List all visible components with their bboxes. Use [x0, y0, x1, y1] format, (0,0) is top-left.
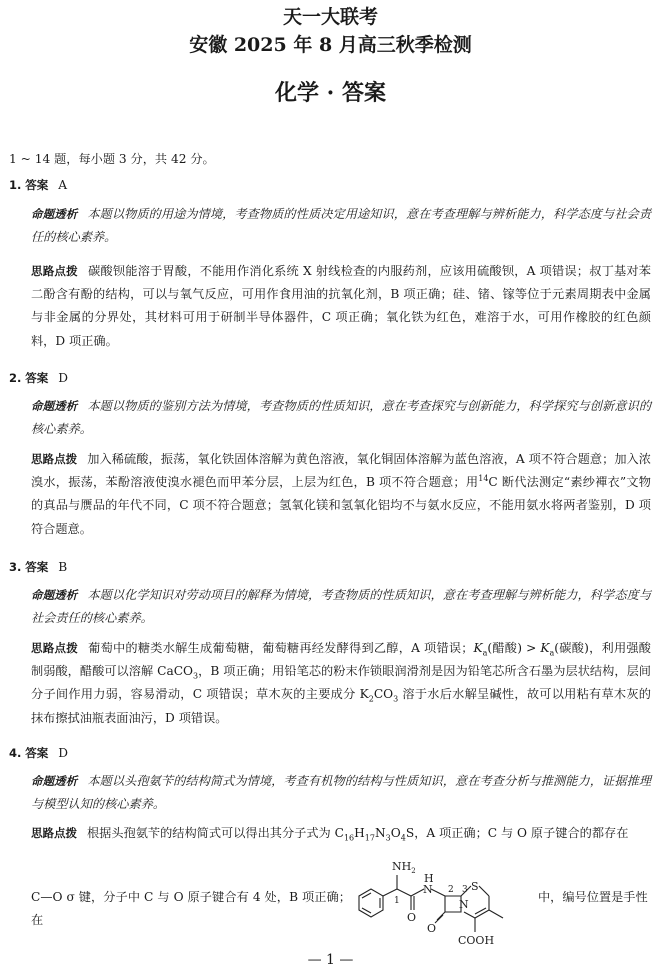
formula-el: O	[390, 826, 401, 840]
analysis-label: 命题透析	[31, 207, 78, 221]
q2-analysis	[0, 395, 661, 441]
co3-subscript: 3	[393, 694, 399, 704]
ka-tail: (碳酸)，利用强酸制弱酸，醋酸可以溶解 CaCO	[31, 641, 651, 679]
analysis-label: 命题透析	[31, 399, 78, 413]
q1-hint	[0, 260, 661, 353]
ka-subscript: a	[482, 648, 488, 658]
oxygen-label-2: O	[427, 922, 437, 935]
formula-el: S	[405, 826, 415, 840]
q2-number: 2.	[9, 371, 22, 385]
header-org: 天一大联考	[282, 6, 378, 28]
q2-analysis-text: 本题以物质的鉴别方法为情境，考查物质的性质知识，意在考查探究与创新能力，科学探究与创新意识的核心素养。	[31, 399, 652, 437]
q4-number: 4.	[9, 746, 22, 760]
oxygen-label-1: O	[407, 911, 417, 924]
q4-hint	[0, 822, 661, 845]
co-symbol: CO	[373, 687, 394, 702]
q1-hint-text: 碳酸钡能溶于胃酸，不能用作消化系统 X 射线检查的内服药剂，应该用硫酸钡，A 项错误；叔丁基对苯二酚含有酚的结构，可以与氧气反应，可用作食用油的抗氧化剂，B 项正确；硅、锗、镓等位于元素周期表中金属与非金属的分界处，其材料可用于研制半导体器件，C 项正确；氧化铁为红色，难溶于水，可用作橡胶的红色颜料，D 项正确。	[31, 264, 651, 348]
ka-middle: (醋酸) >	[487, 641, 541, 655]
q1-analysis-text: 本题以物质的用途为情境，考查物质的性质决定用途知识，意在考查理解与辨析能力，科学态度与社会责任的核心素养。	[31, 207, 652, 245]
ka-symbol-2: K	[540, 641, 550, 655]
intro-line: 1 ~ 14 题，每小题 3 分，共 42 分。	[9, 152, 215, 166]
header-subject: 化学 · 答案	[275, 80, 386, 106]
q3-answer-line	[0, 556, 661, 579]
q3-analysis-text: 本题以化学知识对劳动项目的解释为情境，考查物质的性质知识，意在考查理解与辨析能力，科学态度与社会责任的核心素养。	[31, 588, 652, 626]
caco3-subscript: 3	[193, 671, 199, 681]
q3-answer-value: B	[58, 560, 68, 574]
analysis-label: 命题透析	[31, 774, 78, 788]
q1-analysis	[0, 203, 661, 249]
formula-sub: 3	[385, 833, 391, 843]
q4-analysis-text: 本题以头孢氨苄的结构简式为情境，考查有机物的结构与性质知识，意在考查分析与推测能力，证据推理与模型认知的核心素养。	[31, 774, 652, 812]
q1-answer-value: A	[58, 178, 68, 192]
q2-answer-value: D	[58, 371, 69, 385]
q1-number: 1.	[9, 178, 22, 192]
answer-label: 答案	[25, 371, 49, 385]
q3-hint-text-b: ，B 项正确；用铅笔芯的粉末作锁眼润滑剂是因为铅笔芯所含石墨为层状结构，层间分子间作用力弱，容易滑动，C 项错误；草木灰的主要成分 K	[31, 664, 651, 702]
q2-hint	[0, 448, 661, 541]
hint-label: 思路点拨	[31, 826, 77, 840]
formula-sub: 16	[343, 833, 355, 843]
page-number: — 1 —	[307, 952, 354, 968]
q4-line2-a: C—O σ 键，分子中 C 与 O 原子键合有 4 处，B 项正确；在	[31, 890, 351, 928]
header-exam: 安徽 2025 年 8 月高三秋季检测	[189, 34, 472, 56]
q3-hint	[0, 637, 661, 730]
q2-answer-line	[0, 367, 661, 390]
cooh-label: COOH	[458, 934, 495, 946]
position-3-label: 3	[462, 885, 468, 895]
formula-el: N	[374, 826, 386, 840]
position-1-label: 1	[394, 896, 400, 906]
analysis-label: 命题透析	[31, 588, 78, 602]
answer-label: 答案	[25, 746, 49, 760]
ka-subscript-2: a	[549, 648, 555, 658]
sulfur-label: S	[471, 880, 479, 893]
answer-label: 答案	[25, 560, 49, 574]
q4-answer-line	[0, 742, 661, 765]
hint-label: 思路点拨	[31, 264, 78, 278]
q2-hint-text-b: C 断代法测定“素纱襌衣”文物的真品与赝品的年代不同，C 项不符合题意；氢氧化镁和氢氧化铝均不与氨水反应，不能用氨水将两者鉴别，D 项符合题意。	[31, 475, 651, 536]
hint-label: 思路点拨	[31, 641, 78, 655]
ka-symbol: K	[473, 641, 483, 655]
hint-label: 思路点拨	[31, 452, 78, 466]
q4-line2-b: 中，编号位置是手性	[538, 890, 648, 904]
q3-hint-text-c: 溶于水后水解呈碱性，故可以用粘有草木灰的抹布擦拭油瓶表面油污，D 项错误。	[31, 687, 651, 725]
cefalexin-structure	[349, 848, 535, 946]
q4-hint-text-b: ，A 项正确；C 与 O 原子键合的都存在	[414, 826, 629, 840]
amide-h-label: H	[424, 872, 434, 885]
amide-n-label: N	[423, 883, 433, 896]
formula-sub: 4	[400, 833, 406, 843]
q2-isotope-mass: 14	[478, 474, 489, 484]
formula-el: H	[354, 826, 365, 840]
q3-number: 3.	[9, 560, 22, 574]
nh2-label: $NH_2$	[392, 860, 416, 875]
position-2-label: 2	[448, 885, 454, 895]
ring-n-label: N	[459, 898, 469, 911]
q3-analysis	[0, 584, 661, 630]
q2-hint-text-a: 加入稀硫酸，振荡，氧化铁固体溶解为黄色溶液，氧化铜固体溶解为蓝色溶液，A 项不符合题意；加入浓溴水，振荡，苯酚溶液使溴水褪色而甲苯分层，上层为红色，B 项不符合题意；用	[31, 452, 651, 490]
q3-hint-text-a: 葡萄中的糖类水解生成葡萄糖，葡萄糖再经发酵得到乙醇，A 项错误；	[87, 641, 474, 655]
q1-answer-line	[0, 174, 661, 197]
answer-label: 答案	[25, 178, 49, 192]
q4-hint-text-a: 根据头孢氨苄的结构简式可以得出其分子式为 C	[87, 826, 344, 840]
q4-answer-value: D	[58, 746, 69, 760]
k2-subscript: 2	[368, 694, 374, 704]
q4-analysis	[0, 770, 661, 816]
formula-sub: 17	[364, 833, 375, 843]
